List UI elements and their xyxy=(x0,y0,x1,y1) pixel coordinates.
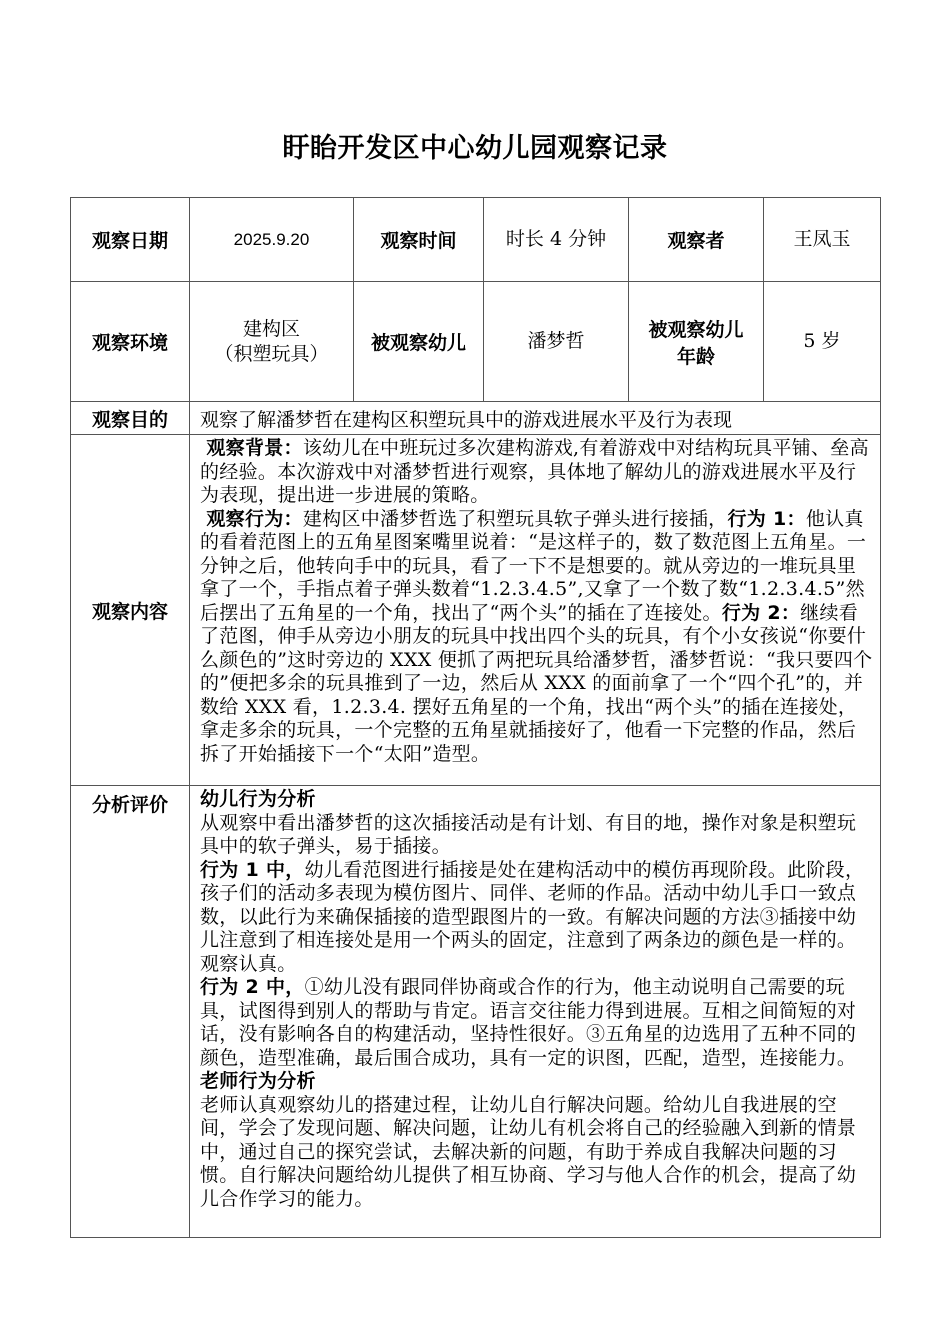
age-value: 5 岁 xyxy=(764,282,881,402)
teacher-analysis-heading: 老师行为分析 xyxy=(200,1070,316,1092)
table-row-purpose xyxy=(71,402,881,435)
content-text xyxy=(190,435,881,786)
age-label-line1: 被观察幼儿 xyxy=(648,318,744,341)
age-label xyxy=(629,282,764,402)
table-row-analysis xyxy=(71,786,881,1238)
observation-record-table xyxy=(70,197,881,1238)
behavior-1-label: 行为 1： xyxy=(727,507,806,530)
environment-value-line2: （积塑玩具） xyxy=(214,342,329,365)
purpose-label: 观察目的 xyxy=(71,402,190,435)
behavior-label: 观察行为： xyxy=(206,507,303,530)
time-value: 时长 4 分钟 xyxy=(484,198,629,282)
table-row-content xyxy=(71,435,881,786)
table-row-date xyxy=(71,198,881,282)
content-background xyxy=(200,437,874,508)
table-row-environment xyxy=(71,282,881,402)
observer-label: 观察者 xyxy=(629,198,764,282)
content-behavior xyxy=(200,508,874,767)
child-value: 潘梦哲 xyxy=(484,282,629,402)
purpose-text: 观察了解潘梦哲在建构区积塑玩具中的游戏进展水平及行为表现 xyxy=(190,402,881,435)
page-title: 盱眙开发区中心幼儿园观察记录 xyxy=(282,133,668,164)
analysis-behavior-1-label: 行为 1 中， xyxy=(200,858,305,881)
analysis-text xyxy=(190,786,881,1238)
environment-label: 观察环境 xyxy=(71,282,190,402)
time-label: 观察时间 xyxy=(354,198,484,282)
analysis-behavior-2-text: ①幼儿没有跟同伴协商或合作的行为，他主动说明自己需要的玩具，试图得到别人的帮助与肯定。语言交往能力得到进展。互相之间简短的对话，没有影响各自的构建活动，坚持性很好。③五角星的边选用了五种不同的颜色，造型准确，最后围合成功，具有一定的识图，匹配，造型，连接能力。 xyxy=(200,976,857,1069)
child-analysis-heading: 幼儿行为分析 xyxy=(200,788,316,810)
date-value: 2025.9.20 xyxy=(190,198,354,282)
environment-value-line1: 建构区 xyxy=(242,317,300,340)
analysis-behavior-1-text: 幼儿看范图进行插接是处在建构活动中的模仿再现阶段。此阶段，孩子们的活动多表现为模仿图片、同伴、老师的作品。活动中幼儿手口一致点数，以此行为来确保插接的造型跟图片的一致。有解决问题的方法③插接中幼儿注意到了相连接处是用一个两头的固定，注意到了两条边的颜色是一样的。观察认真。 xyxy=(200,858,865,975)
background-label: 观察背景： xyxy=(206,437,303,459)
age-label-line2: 年龄 xyxy=(676,345,715,368)
analysis-label: 分析评价 xyxy=(71,786,190,1238)
analysis-paragraph-1: 从观察中看出潘梦哲的这次插接活动是有计划、有目的地，操作对象是积塑玩具中的软子弹头，易于插接。 xyxy=(200,811,857,857)
observer-value: 王凤玉 xyxy=(764,198,881,282)
date-label: 观察日期 xyxy=(71,198,190,282)
analysis-behavior-2-label: 行为 2 中， xyxy=(200,976,305,998)
behavior-text-3: 继续看了范图，伸手从旁边小朋友的玩具中找出四个头的玩具，有个小女孩说“你要什么颜色的”这时旁边的 XXX 便抓了两把玩具给潘梦哲，潘梦哲说：“我只要四个的”便把多余的玩具推到了一边，然后从 XXX 的面前拿了一个“四个孔”的，并数给 XXX 看，1.2.3.4. 摆好五角星的一个角，找出“两个头”的插在连接处，拿走多余的玩具，一个完整的五角星就插接好了，他看一下完整的作品，然后拆了开始插接下一个“太阳”造型。 xyxy=(200,601,873,765)
behavior-text-2: 他认真的看着范图上的五角星图案嘴里说着：“是这样子的，数了数范图上五角星。一分钟之后，他转向手中的玩具，看了一下不是想要的。就从旁边的一堆玩具里拿了一个，手指点着子弹头数着“1.2.3.4.5”,又拿了一个数了数“1.2.3.4.5”然后摆出了五角星的一个角，找出了“两个头”的插在了连接处。 xyxy=(200,507,867,624)
behavior-text-1: 建构区中潘梦哲选了积塑玩具软子弹头进行接插， xyxy=(302,507,728,530)
behavior-2-label: 行为 2： xyxy=(721,601,801,624)
analysis-behavior-1 xyxy=(200,859,874,977)
analysis-paragraph-2: 老师认真观察幼儿的搭建过程，让幼儿自行解决问题。给幼儿自我进展的空间，学会了发现问题、解决问题，让幼儿有机会将自己的经验融入到新的情景中，通过自己的探究尝试，去解决新的问题，有助于养成自我解决问题的习惯。自行解决问题给幼儿提供了相互协商、学习与他人合作的机会，提高了幼儿合作学习的能力。 xyxy=(200,1093,857,1210)
content-label: 观察内容 xyxy=(71,435,190,786)
analysis-behavior-2 xyxy=(200,976,874,1070)
child-label: 被观察幼儿 xyxy=(354,282,484,402)
background-text: 该幼儿在中班玩过多次建构游戏,有着游戏中对结构玩具平铺、垒高的经验。本次游戏中对潘梦哲进行观察，具体地了解幼儿的游戏进展水平及行为表现，提出进一步进展的策略。 xyxy=(200,437,869,506)
environment-value xyxy=(190,282,354,402)
